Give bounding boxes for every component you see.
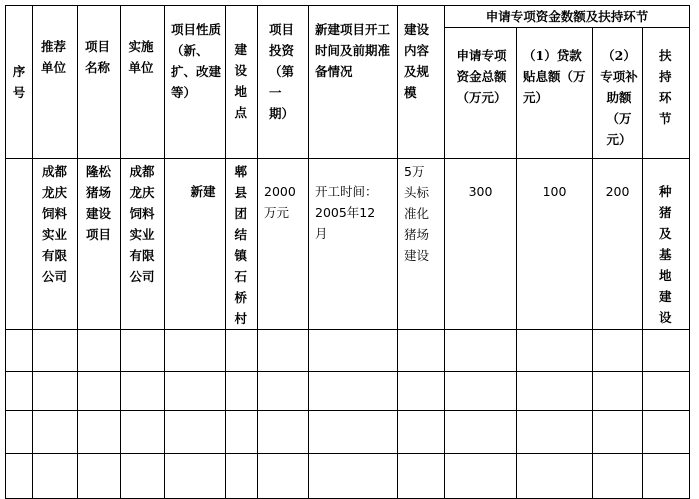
cell-subsidy <box>593 159 643 330</box>
cell-nature-value: 新建 <box>190 184 216 199</box>
cell-investment-value: 2000万元 <box>264 184 296 220</box>
header-investment-label: 项目投资（第一期） <box>269 22 295 121</box>
header-group-label: 申请专项资金数额及扶持环节 <box>485 9 649 24</box>
cell-support-link-value: 种猪及基地建设 <box>659 184 672 325</box>
header-seq-label: 序号 <box>12 64 26 100</box>
header-scale-label: 建设内容及规模 <box>404 22 430 100</box>
cell-recommender <box>33 159 78 330</box>
cell-location-value: 郫县团结镇石桥村 <box>234 164 248 326</box>
table-row <box>6 330 690 372</box>
header-group <box>445 6 690 28</box>
cell-start-time-value: 开工时间：2005年12月 <box>315 184 378 241</box>
header-nature-label: 项目性质（新、扩、改建等） <box>171 22 222 100</box>
header-start-time <box>309 6 398 159</box>
header-location-label: 建设地点 <box>234 42 248 120</box>
header-total-fund-label: 申请专项资金总额（万元） <box>456 48 507 105</box>
header-scale <box>398 6 445 159</box>
header-loan-interest <box>517 28 593 159</box>
cell-scale-value: 5万头标准化猪场建设 <box>404 164 430 263</box>
header-subsidy-label: （2）专项补助额（万元） <box>600 48 638 147</box>
header-support-link <box>643 28 690 159</box>
header-project-name <box>78 6 121 159</box>
header-subsidy <box>593 28 643 159</box>
cell-start-time <box>309 159 398 330</box>
cell-total-fund <box>445 159 517 330</box>
header-seq <box>6 6 33 159</box>
header-total-fund <box>445 28 517 159</box>
cell-location <box>226 159 258 330</box>
table-row <box>6 372 690 411</box>
cell-project-name <box>78 159 121 330</box>
header-recommender <box>33 6 78 159</box>
cell-total-fund-value: 300 <box>468 184 493 199</box>
cell-implementer <box>121 159 165 330</box>
header-start-time-label: 新建项目开工时间及前期准备情况 <box>315 22 391 79</box>
header-project-name-label: 项目名称 <box>85 39 111 75</box>
header-loan-interest-label: （1）贷款贴息额（万元） <box>523 48 586 105</box>
project-table <box>5 5 690 499</box>
cell-investment <box>258 159 309 330</box>
header-nature <box>165 6 226 159</box>
cell-loan-interest <box>517 159 593 330</box>
header-recommender-label: 推荐单位 <box>41 39 67 75</box>
cell-recommender-value: 成都龙庆饲料实业有限公司 <box>42 164 68 284</box>
table-row <box>6 159 690 330</box>
cell-subsidy-value: 200 <box>605 184 630 199</box>
cell-project-name-value: 隆松猪场建设项目 <box>86 164 112 242</box>
header-implementer <box>121 6 165 159</box>
header-support-link-label: 扶持环节 <box>659 48 672 126</box>
header-investment <box>258 6 309 159</box>
cell-nature <box>165 159 226 330</box>
cell-scale <box>398 159 445 330</box>
cell-seq <box>6 159 33 330</box>
header-implementer-label: 实施单位 <box>128 39 154 75</box>
table-row <box>6 411 690 454</box>
cell-implementer-value: 成都龙庆饲料实业有限公司 <box>129 164 155 284</box>
header-location <box>226 6 258 159</box>
cell-loan-interest-value: 100 <box>542 184 567 199</box>
cell-support-link <box>643 159 690 330</box>
